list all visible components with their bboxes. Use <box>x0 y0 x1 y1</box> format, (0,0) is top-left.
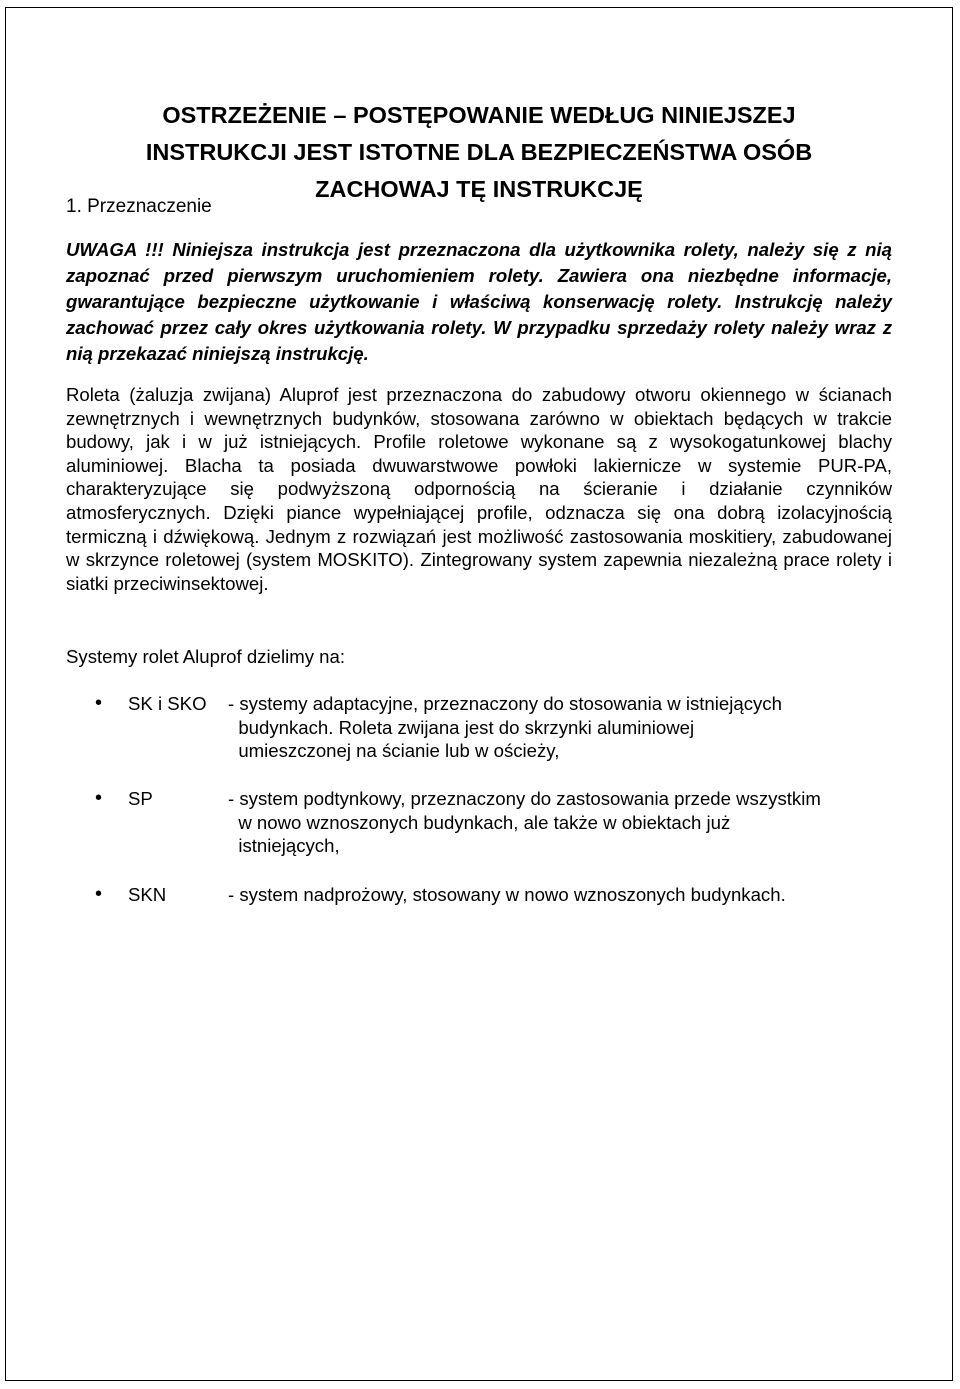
description-line: - system podtynkowy, przeznaczony do zastosowania przede wszystkim <box>228 788 821 809</box>
description-line: budynkach. Roleta zwijana jest do skrzynki aluminiowej <box>228 716 695 738</box>
heading-line-1: OSTRZEŻENIE – POSTĘPOWANIE WEDŁUG NINIEJSZEJ <box>162 102 796 128</box>
systems-intro: Systemy rolet Aluprof dzielimy na: <box>66 646 346 667</box>
system-code: SK i SKO <box>128 693 207 714</box>
system-description <box>228 883 892 907</box>
bullet-icon: • <box>95 692 103 714</box>
description-line: istniejących, <box>228 835 340 857</box>
description-line: umieszczonej na ścianie lub w ościeży, <box>228 740 560 762</box>
description-line: - systemy adaptacyjne, przeznaczony do stosowania w istniejących <box>228 693 782 714</box>
description-line: - system nadprożowy, stosowany w nowo wznoszonych budynkach. <box>228 884 786 905</box>
system-description <box>228 692 892 763</box>
system-code: SP <box>128 788 153 809</box>
warning-heading <box>66 97 892 208</box>
description-paragraph: Roleta (żaluzja zwijana) Aluprof jest przeznaczona do zabudowy otworu okiennego w ścianach zewnętrznych i wewnętrznych budynków, stosowana zarówno w obiektach będących w trakcie budowy, jak i w już istniejących. Profile roletowe wykonane są z wysokogatunkowej blachy aluminiowej. Blacha ta posiada dwuwarstwowe powłoki lakiernicze w systemie PUR-PA, charakteryzujące się podwyższoną odpornością na ścieranie i działanie czynników atmosferycznych. Dzięki piance wypełniającej profile, odznacza się ona dobrą izolacyjnością termiczną i dźwiękową. Jednym z rozwiązań jest możliwość zastosowania moskitiery, zabudowanej w skrzynce roletowej (system MOSKITO). Zintegrowany system zapewnia niezależną prace rolety i siatki przeciwinsektowej. <box>66 384 892 594</box>
warning-paragraph: UWAGA !!! Niniejsza instrukcja jest przeznaczona dla użytkownika rolety, należy się z nią zapoznać przed pierwszym uruchomieniem rolety. Zawiera ona niezbędne informacje, gwarantujące bezpieczne użytkowanie i właściwą konserwację rolety. Instrukcję należy zachować przez cały okres użytkowania rolety. W przypadku sprzedaży rolety należy wraz z nią przekazać niniejszą instrukcję. <box>66 239 892 364</box>
bullet-icon: • <box>95 787 103 809</box>
heading-line-2: INSTRUKCJI JEST ISTOTNE DLA BEZPIECZEŃSTWA OSÓB <box>145 139 813 165</box>
section-title: 1. Przeznaczenie <box>66 196 212 217</box>
system-code: SKN <box>128 884 167 905</box>
description-line: w nowo wznoszonych budynkach, ale także w obiektach już <box>228 811 731 833</box>
bullet-icon: • <box>95 883 103 905</box>
system-description <box>228 787 892 858</box>
heading-line-3: ZACHOWAJ TĘ INSTRUKCJĘ <box>315 176 643 202</box>
